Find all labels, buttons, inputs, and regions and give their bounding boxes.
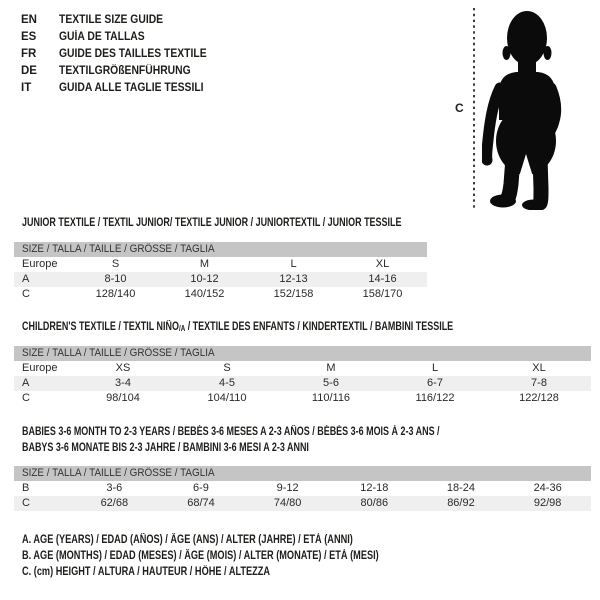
- section-title-text: JUNIOR TEXTILE / TEXTIL JUNIOR/ TEXTILE JUNIOR / JUNIORTEXTIL / JUNIOR TESSILE: [22, 217, 402, 229]
- title-subscript: /A: [178, 324, 186, 333]
- table-cell: 110/116: [311, 392, 351, 404]
- size-header-label: SIZE / TALLA / TAILLE / GRÖSSE / TAGLIA: [22, 347, 215, 359]
- table-cell: L: [290, 258, 297, 270]
- babies-size-table: [14, 466, 591, 511]
- row-label: B: [22, 482, 30, 494]
- footnote-legend: [22, 532, 468, 580]
- table-cell: 104/110: [207, 392, 247, 404]
- table-row-height: [14, 287, 427, 302]
- height-dashed-line: [471, 8, 477, 208]
- row-label: Europe: [22, 362, 58, 374]
- children-size-table: [14, 346, 591, 406]
- row-label: C: [22, 288, 30, 300]
- table-cell: M: [326, 362, 336, 374]
- language-code: EN: [21, 14, 37, 26]
- row-label: A: [14, 376, 71, 391]
- table-row-height: [14, 496, 591, 511]
- size-header-row: [14, 466, 591, 481]
- table-cell: 116/122: [415, 392, 455, 404]
- table-cell: XS: [115, 362, 131, 374]
- table-cell: 7-8: [487, 376, 591, 391]
- table-cell: XL: [532, 362, 546, 374]
- table-cell: 10-12: [160, 272, 249, 287]
- table-cell: 6-7: [383, 376, 487, 391]
- table-row-europe: [14, 257, 427, 272]
- section-title-line2: BABYS 3-6 MONATE BIS 2-3 JAHRE / BAMBINI 3-6 MESI A 2-3 ANNI: [22, 442, 309, 454]
- table-cell: 152/158: [273, 288, 314, 300]
- table-cell: S: [111, 258, 120, 270]
- row-label: A: [14, 272, 71, 287]
- table-cell: 122/128: [519, 392, 559, 404]
- baby-silhouette: [482, 8, 574, 210]
- language-label: TEXTILE SIZE GUIDE: [59, 14, 164, 26]
- size-header-label: SIZE / TALLA / TAILLE / GRÖSSE / TAGLIA: [22, 243, 215, 255]
- table-cell: 3-6: [106, 482, 123, 494]
- row-label: C: [14, 496, 71, 511]
- section-title-children: [22, 319, 575, 337]
- language-label: GUIDE DES TAILLES TEXTILE: [59, 48, 207, 60]
- height-measure-label: C: [455, 101, 464, 115]
- table-cell: M: [199, 258, 210, 270]
- language-row-en: [21, 12, 223, 29]
- table-cell: 92/98: [504, 496, 591, 511]
- language-row-fr: [21, 46, 223, 63]
- table-cell: L: [431, 362, 439, 374]
- language-row-es: [21, 29, 223, 46]
- row-label: C: [22, 392, 30, 404]
- table-cell: 14-16: [338, 272, 427, 287]
- table-cell: 80/86: [331, 496, 418, 511]
- table-row-age: [14, 376, 591, 391]
- table-cell: 140/152: [184, 288, 225, 300]
- table-cell: 74/80: [244, 496, 331, 511]
- table-cell: 5-6: [279, 376, 383, 391]
- language-label: TEXTILGRÖßENFÜHRUNG: [59, 65, 191, 77]
- language-label: GUÍA DE TALLAS: [59, 31, 145, 43]
- table-row-europe: [14, 361, 591, 376]
- section-title-line1: BABIES 3-6 MONTH TO 2-3 YEARS / BEBÉS 3-6 MESES A 2-3 AÑOS / BÉBÉS 3-6 MOIS À 2-3 ANS /: [22, 426, 440, 438]
- language-row-de: [21, 63, 223, 80]
- table-row-height: [14, 391, 591, 406]
- table-cell: 68/74: [158, 496, 245, 511]
- title-part: CHILDREN'S TEXTILE / TEXTIL NIÑO: [22, 321, 179, 333]
- table-cell: 158/170: [362, 288, 403, 300]
- title-part: / TEXTILE DES ENFANTS / KINDERTEXTIL / BAMBINI TESSILE: [185, 321, 454, 333]
- language-list: [21, 12, 223, 97]
- footnote-c: C. (cm) HEIGHT / ALTURA / HAUTEUR / HÖHE / ALTEZZA: [22, 566, 271, 578]
- language-code: DE: [21, 65, 37, 77]
- table-cell: S: [223, 362, 231, 374]
- language-code: ES: [21, 31, 37, 43]
- table-cell: 6-9: [193, 482, 209, 494]
- section-title-junior: [22, 215, 508, 231]
- language-label: GUIDA ALLE TAGLIE TESSILI: [59, 82, 204, 94]
- table-cell: 8-10: [71, 272, 160, 287]
- table-cell: 24-36: [533, 482, 562, 494]
- language-row-it: [21, 80, 223, 97]
- table-cell: 86/92: [418, 496, 505, 511]
- table-cell: 12-13: [249, 272, 338, 287]
- section-title-text: [22, 319, 453, 337]
- footnote-a: A. AGE (YEARS) / EDAD (AÑOS) / ÂGE (ANS) / ALTER (JAHRE) / ETÀ (ANNI): [22, 534, 353, 546]
- table-cell: 98/104: [106, 392, 140, 404]
- language-code: FR: [21, 48, 37, 60]
- table-cell: 4-5: [175, 376, 279, 391]
- table-cell: 62/68: [71, 496, 158, 511]
- footnote-b: B. AGE (MONTHS) / EDAD (MESES) / ÂGE (MOIS) / ALTER (MONATE) / ETÀ (MESI): [22, 550, 379, 562]
- table-cell: XL: [375, 258, 390, 270]
- junior-size-table: [14, 242, 427, 302]
- size-header-label: SIZE / TALLA / TAILLE / GRÖSSE / TAGLIA: [22, 467, 215, 479]
- table-cell: 12-18: [360, 482, 389, 494]
- table-cell: 3-4: [71, 376, 175, 391]
- section-title-babies: [22, 424, 557, 456]
- size-header-row: [14, 242, 427, 257]
- row-label: Europe: [22, 258, 58, 270]
- language-code: IT: [21, 82, 32, 94]
- table-cell: 128/140: [95, 288, 136, 300]
- table-row-months: [14, 481, 591, 496]
- table-row-age: [14, 272, 427, 287]
- table-cell: 18-24: [446, 482, 476, 494]
- size-header-row: [14, 346, 591, 361]
- table-cell: 9-12: [276, 482, 299, 494]
